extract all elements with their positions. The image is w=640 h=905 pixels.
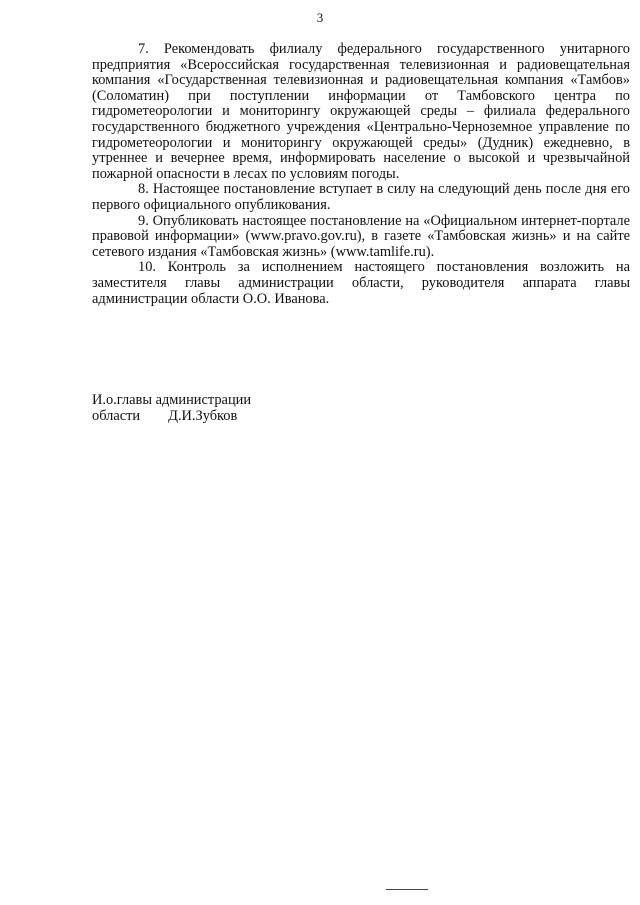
paragraph-10: 10. Контроль за исполнением настоящего постановления возложить на заместителя главы администрации области, руководителя аппарата главы администрации области О.О. Иванова. <box>92 259 630 307</box>
page-number: 3 <box>316 10 324 25</box>
signatory-position: И.о.главы администрации <box>92 392 252 408</box>
footer-divider <box>386 889 428 890</box>
signatory-region: области <box>92 407 141 424</box>
signatory-name: Д.И.Зубков <box>168 407 238 424</box>
paragraph-7: 7. Рекомендовать филиалу федерального государственного унитарного предприятия «Всероссийская государственная телевизионная и радиовещательная компания «Государственная телевизионная и радиовещательная компания «Тамбов» (Соломатин) при поступлении информации от Тамбовского центра по гидрометеорологии и мониторингу окружающей среды – филиала федерального государственного бюджетного учреждения «Центрально-Черноземное управление по гидрометеорологии и мониторингу окружающей среды» (Дудник) ежедневно, в утреннее и вечернее время, информировать население о высокой и чрезвычайной пожарной опасности в лесах по условиям погоды. <box>92 41 630 182</box>
signatory-position-line2 <box>92 409 251 425</box>
document-body <box>92 42 630 307</box>
paragraph-8: 8. Настоящее постановление вступает в силу на следующий день после дня его первого официального опубликования. <box>92 181 630 213</box>
paragraph-9: 9. Опубликовать настоящее постановление на «Официальном интернет-портале правовой информации» (www.pravo.gov.ru), в газете «Тамбовская жизнь» и на сайте сетевого издания «Тамбовская жизнь» (www.tamlife.ru). <box>92 212 630 260</box>
signature-block <box>92 393 251 424</box>
